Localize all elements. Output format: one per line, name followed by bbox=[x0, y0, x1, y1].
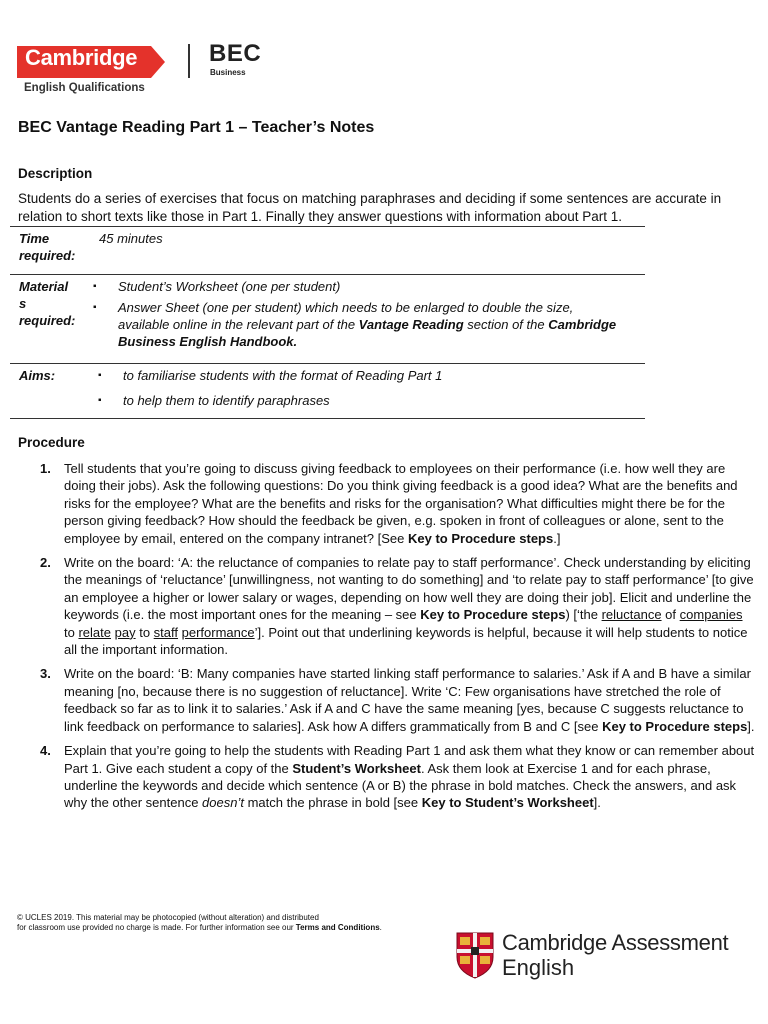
procedure-step: 1. Tell students that you’re going to discuss giving feedback to employees on their performance (i.e. how well they are doing their jobs). Ask the following questions: Do you think giving feedback is a good idea? What are the benefits and risks for the employee? What are the benefits and risks for the organisation? What difficulties might there be for the person giving feedback? How should the feedback be given, e.g. spoken in front of colleagues or alone, sent to the employee by email, entered on the company intranet? [See Key to Procedure steps.] bbox=[40, 461, 738, 546]
terms-and-conditions-link[interactable]: Terms and Conditions bbox=[295, 923, 380, 932]
cambridge-logo-subtitle: English Qualifications bbox=[24, 82, 145, 94]
description-heading: Description bbox=[18, 166, 93, 181]
time-required-value: 45 minutes bbox=[99, 231, 163, 246]
page-title: BEC Vantage Reading Part 1 – Teacher’s Notes bbox=[18, 119, 375, 136]
materials-row bbox=[10, 274, 645, 363]
step-number: 2. bbox=[40, 555, 51, 571]
bec-logo-text: BEC bbox=[209, 40, 262, 67]
aims-list bbox=[98, 367, 618, 409]
bullet-icon: ▪ bbox=[98, 370, 102, 381]
procedure-heading: Procedure bbox=[18, 435, 85, 450]
copyright-notice: © UCLES 2019. This material may be photocopied (without alteration) and distributed for classroom use provided no charge is made. For further information see our Terms and Conditions. bbox=[17, 913, 382, 932]
header-logos bbox=[17, 40, 317, 100]
cambridge-assessment-text: Cambridge Assessment bbox=[502, 930, 729, 955]
info-table bbox=[10, 226, 645, 419]
copyright-line1: © UCLES 2019. This material may be photocopied (without alteration) and distributed bbox=[17, 913, 319, 922]
university-shield-icon bbox=[455, 931, 495, 979]
time-required-label: Time required: bbox=[19, 231, 76, 263]
step-number: 1. bbox=[40, 461, 51, 476]
logo-divider bbox=[188, 44, 190, 78]
bullet-icon: ▪ bbox=[93, 302, 97, 313]
materials-item: ▪ Answer Sheet (one per student) which needs to be enlarged to double the size, available online in the relevant part of the Vantage Reading section of the Cambridge Business English Handbook. bbox=[93, 300, 617, 349]
copyright-line2: for classroom use provided no charge is made. For further information see our bbox=[17, 923, 296, 932]
procedure-step: 3. Write on the board: ‘B: Many companies have started linking staff performance to salaries.’ Ask if A and B have a similar meaning [no, because there is no suggestion of reluctance]. Write ‘C: Few organisations have stretched the role of feedback so far as to link it to salaries.’ Ask if A and C have the same meaning [yes, because C suggests reluctance to link feedback on performance to salaries]. Ask how A differs grammatically from B and C [see Key to Procedure steps]. bbox=[40, 666, 755, 734]
procedure-list bbox=[40, 460, 755, 819]
cambridge-assessment-logo bbox=[455, 928, 755, 984]
aims-label: Aims: bbox=[19, 368, 56, 383]
aims-item: ▪ to familiarise students with the format of Reading Part 1 bbox=[98, 368, 443, 383]
materials-item: ▪ Student’s Worksheet (one per student) bbox=[93, 279, 341, 294]
procedure-step: 2. Write on the board: ‘A: the reluctance of companies to relate pay to staff performance’. Check understanding by eliciting the meanings of ‘reluctance’ [unwillingness, not wanting to do something] and ‘to relate pay to staff performance’ [to give an employee a higher or lower salary or wages, depending on how well they are doing their job]. Elicit and underline the keywords (i.e. the most important ones for the meaning – see Key to Procedure steps) [‘the reluctance of companies to relate pay to staff performance’]. Point out that underlining keywords is helpful, because it will help students to notice all the important information. bbox=[40, 555, 754, 658]
materials-list bbox=[93, 278, 618, 350]
bec-logo-subtitle: Business bbox=[210, 68, 246, 77]
materials-label-line3: required: bbox=[19, 313, 76, 328]
step-number: 4. bbox=[40, 743, 51, 759]
cambridge-logo-text: Cambridge bbox=[25, 45, 138, 70]
materials-label-line2: s bbox=[19, 296, 27, 311]
materials-label-line1: Material bbox=[19, 279, 69, 294]
time-required-row bbox=[10, 226, 645, 274]
procedure-step: 4. Explain that you’re going to help the students with Reading Part 1 and ask them what they know or can remember about Part 1. Give each student a copy of the Student’s Worksheet. Ask them look at Exercise 1 and for each phrase, underline the keywords and decide which sentence (A or B) the phrase in bold matches. Check the answers, and ask why the other sentence doesn’t match the phrase in bold [see Key to Student’s Worksheet]. bbox=[40, 743, 755, 811]
aims-row bbox=[10, 363, 645, 419]
english-text: English bbox=[502, 955, 575, 980]
bullet-icon: ▪ bbox=[98, 395, 102, 406]
bullet-icon: ▪ bbox=[93, 281, 97, 292]
aims-item: ▪ to help them to identify paraphrases bbox=[98, 393, 330, 408]
materials-label bbox=[19, 278, 75, 329]
description-text: Students do a series of exercises that focus on matching paraphrases and deciding if some sentences are accurate in relation to short texts like those in Part 1. Finally they answer questions with information about Part 1. bbox=[18, 191, 722, 224]
step-number: 3. bbox=[40, 666, 51, 682]
